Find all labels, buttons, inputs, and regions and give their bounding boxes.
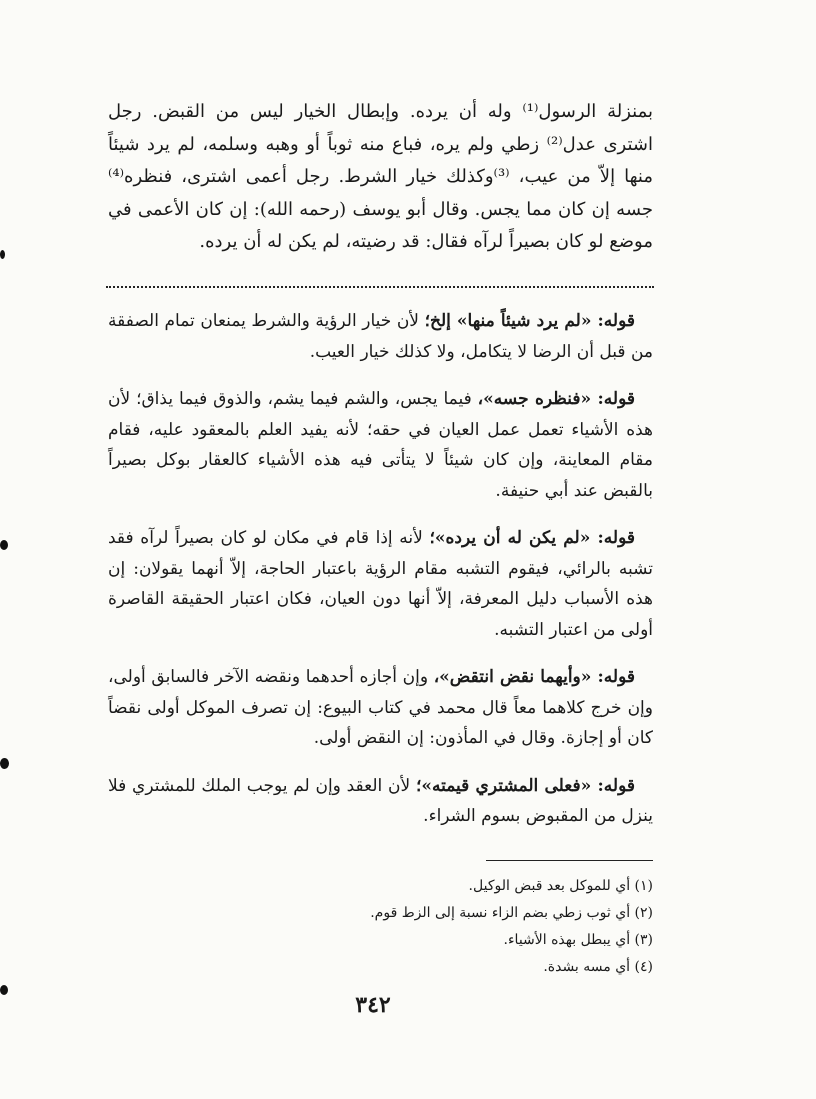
commentary-paragraph <box>108 306 653 367</box>
footnote: (٢) أي ثوب زطي بضم الزاء نسبة إلى الزط قوم. <box>370 905 653 921</box>
main-paragraph: بمنزلة الرسول⁽¹⁾ وله أن يرده. وإبطال الخيار ليس من القبض. رجل اشترى عدل⁽²⁾ زطي ولم يره، فباع منه ثوباً أو وهبه وسلمه، لم يرد شيئاً منها إلاّ من عيب، ⁽³⁾وكذلك خيار الشرط. رجل أعمى اشترى، فنظره⁽⁴⁾ جسه إن كان مما يجس. وقال أبو يوسف (رحمه الله): إن كان الأعمى في موضع لو كان بصيراً لرآه فقال: قد رضيته، لم يكن له أن يرده. <box>108 101 654 252</box>
scan-mark <box>0 758 9 769</box>
commentary-text: فيما يجس، والشم فيما يشم، والذوق فيما يذاق؛ لأن هذه الأشياء تعمل عمل العيان في حقه؛ لأنه يفيد العلم بالمعقود عليه، فقام مقام المعاينة، وإن كان شيئاً لا يتأتى فيه هذه الأشياء كالعقار بوكل بصيراً بالقبض عند أبي حنيفة. <box>108 389 653 501</box>
dotted-separator <box>106 286 654 288</box>
commentary-paragraph <box>108 523 653 645</box>
main-text <box>108 96 653 259</box>
commentary-lead: قوله: «وأيهما نقض انتقض»، <box>433 667 635 687</box>
commentary-text: لأن العقد وإن لم يوجب الملك للمشتري فلا ينزل من المقبوض بسوم الشراء. <box>108 775 653 826</box>
footnotes <box>108 873 653 981</box>
scan-mark <box>0 985 8 995</box>
footnote: (٣) أي يبطل بهذه الأشياء. <box>503 932 653 948</box>
scan-mark <box>0 250 5 259</box>
commentary-section <box>108 306 653 849</box>
page-number: ٣٤٢ <box>355 992 391 1018</box>
commentary-lead: قوله: «فنظره جسه»، <box>477 389 635 409</box>
footnote: (٤) أي مسه بشدة. <box>543 959 653 975</box>
commentary-text: وإن أجازه أحدهما ونقضه الآخر فالسابق أولى، وإن خرج كلاهما معاً قال محمد في كتاب البيوع: إن تصرف الموكل أولى نقضاً كان أو إجازة. وقال في المأذون: إن النقض أولى. <box>108 667 653 748</box>
commentary-lead: قوله: «لم يرد شيئاً منها» إلخ؛ <box>424 311 635 331</box>
commentary-text: لأن خيار الرؤية والشرط يمنعان تمام الصفقة من قبل أن الرضا لا يتكامل، ولا كذلك خيار العيب. <box>108 311 653 362</box>
commentary-paragraph <box>108 771 653 832</box>
commentary-paragraph <box>108 662 653 754</box>
commentary-text: لأنه إذا قام في مكان لو كان بصيراً لرآه فقد تشبه بالرائي، فيقوم التشبه مقام الرؤية باعتبار الحاجة، إلاّ أنهما يقولان: إن هذه الأسباب دليل المعرفة، إلاّ أنها دون العيان، فكان اعتبار الحقيقة القاصرة أولى من اعتبار التشبه. <box>108 528 653 640</box>
footnote-rule <box>486 860 653 861</box>
commentary-lead: قوله: «لم يكن له أن يرده»؛ <box>429 528 635 548</box>
scan-mark <box>0 540 8 550</box>
commentary-lead: قوله: «فعلى المشتري قيمته»؛ <box>415 775 635 796</box>
footnote: (١) أي للموكل بعد قبض الوكيل. <box>468 878 653 894</box>
commentary-paragraph <box>108 384 653 506</box>
